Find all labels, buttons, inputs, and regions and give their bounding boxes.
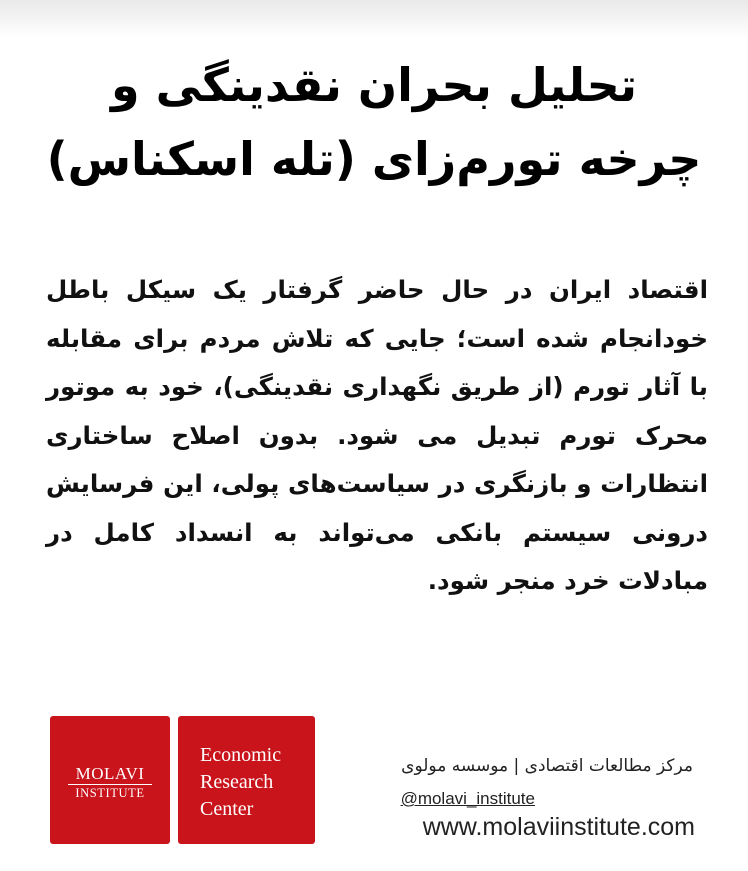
top-shadow-bar <box>0 0 748 38</box>
erc-line-3: Center <box>200 798 254 820</box>
website-link[interactable]: www.molaviinstitute.com <box>422 813 695 841</box>
logo-molavi-name: MOLAVI <box>75 764 145 783</box>
erc-line-1: Economic <box>200 744 282 766</box>
social-handle-link[interactable]: @molavi_institute <box>400 789 535 808</box>
erc-wordmark <box>200 742 281 823</box>
title-line-2: چرخه تورم‌زای (تله اسکناس) <box>46 132 702 186</box>
title-line-1: تحلیل بحران نقدینگی و <box>110 58 638 112</box>
erc-line-2: Research <box>200 771 274 793</box>
economic-research-center-logo <box>178 716 315 844</box>
organization-name: مرکز مطالعات اقتصادی | موسسه مولوی <box>401 756 693 776</box>
page-title <box>40 48 708 196</box>
logo-institute-label: INSTITUTE <box>75 786 145 800</box>
molavi-institute-logo <box>50 716 170 844</box>
logo-divider <box>68 784 152 785</box>
body-paragraph: اقتصاد ایران در حال حاضر گرفتار یک سیکل باطل خودانجام شده است؛ جایی که تلاش مردم برای مقابله با آثار تورم (از طریق نگهداری نقدینگی)، خود به موتور محرک تورم تبدیل می شود. بدون اصلاح ساختاری انتظارات و بازنگری در سیاست‌های پولی، این فرسایش درونی سیستم بانکی می‌تواند به انسداد کامل در مبادلات خرد منجر شود. <box>46 275 708 595</box>
